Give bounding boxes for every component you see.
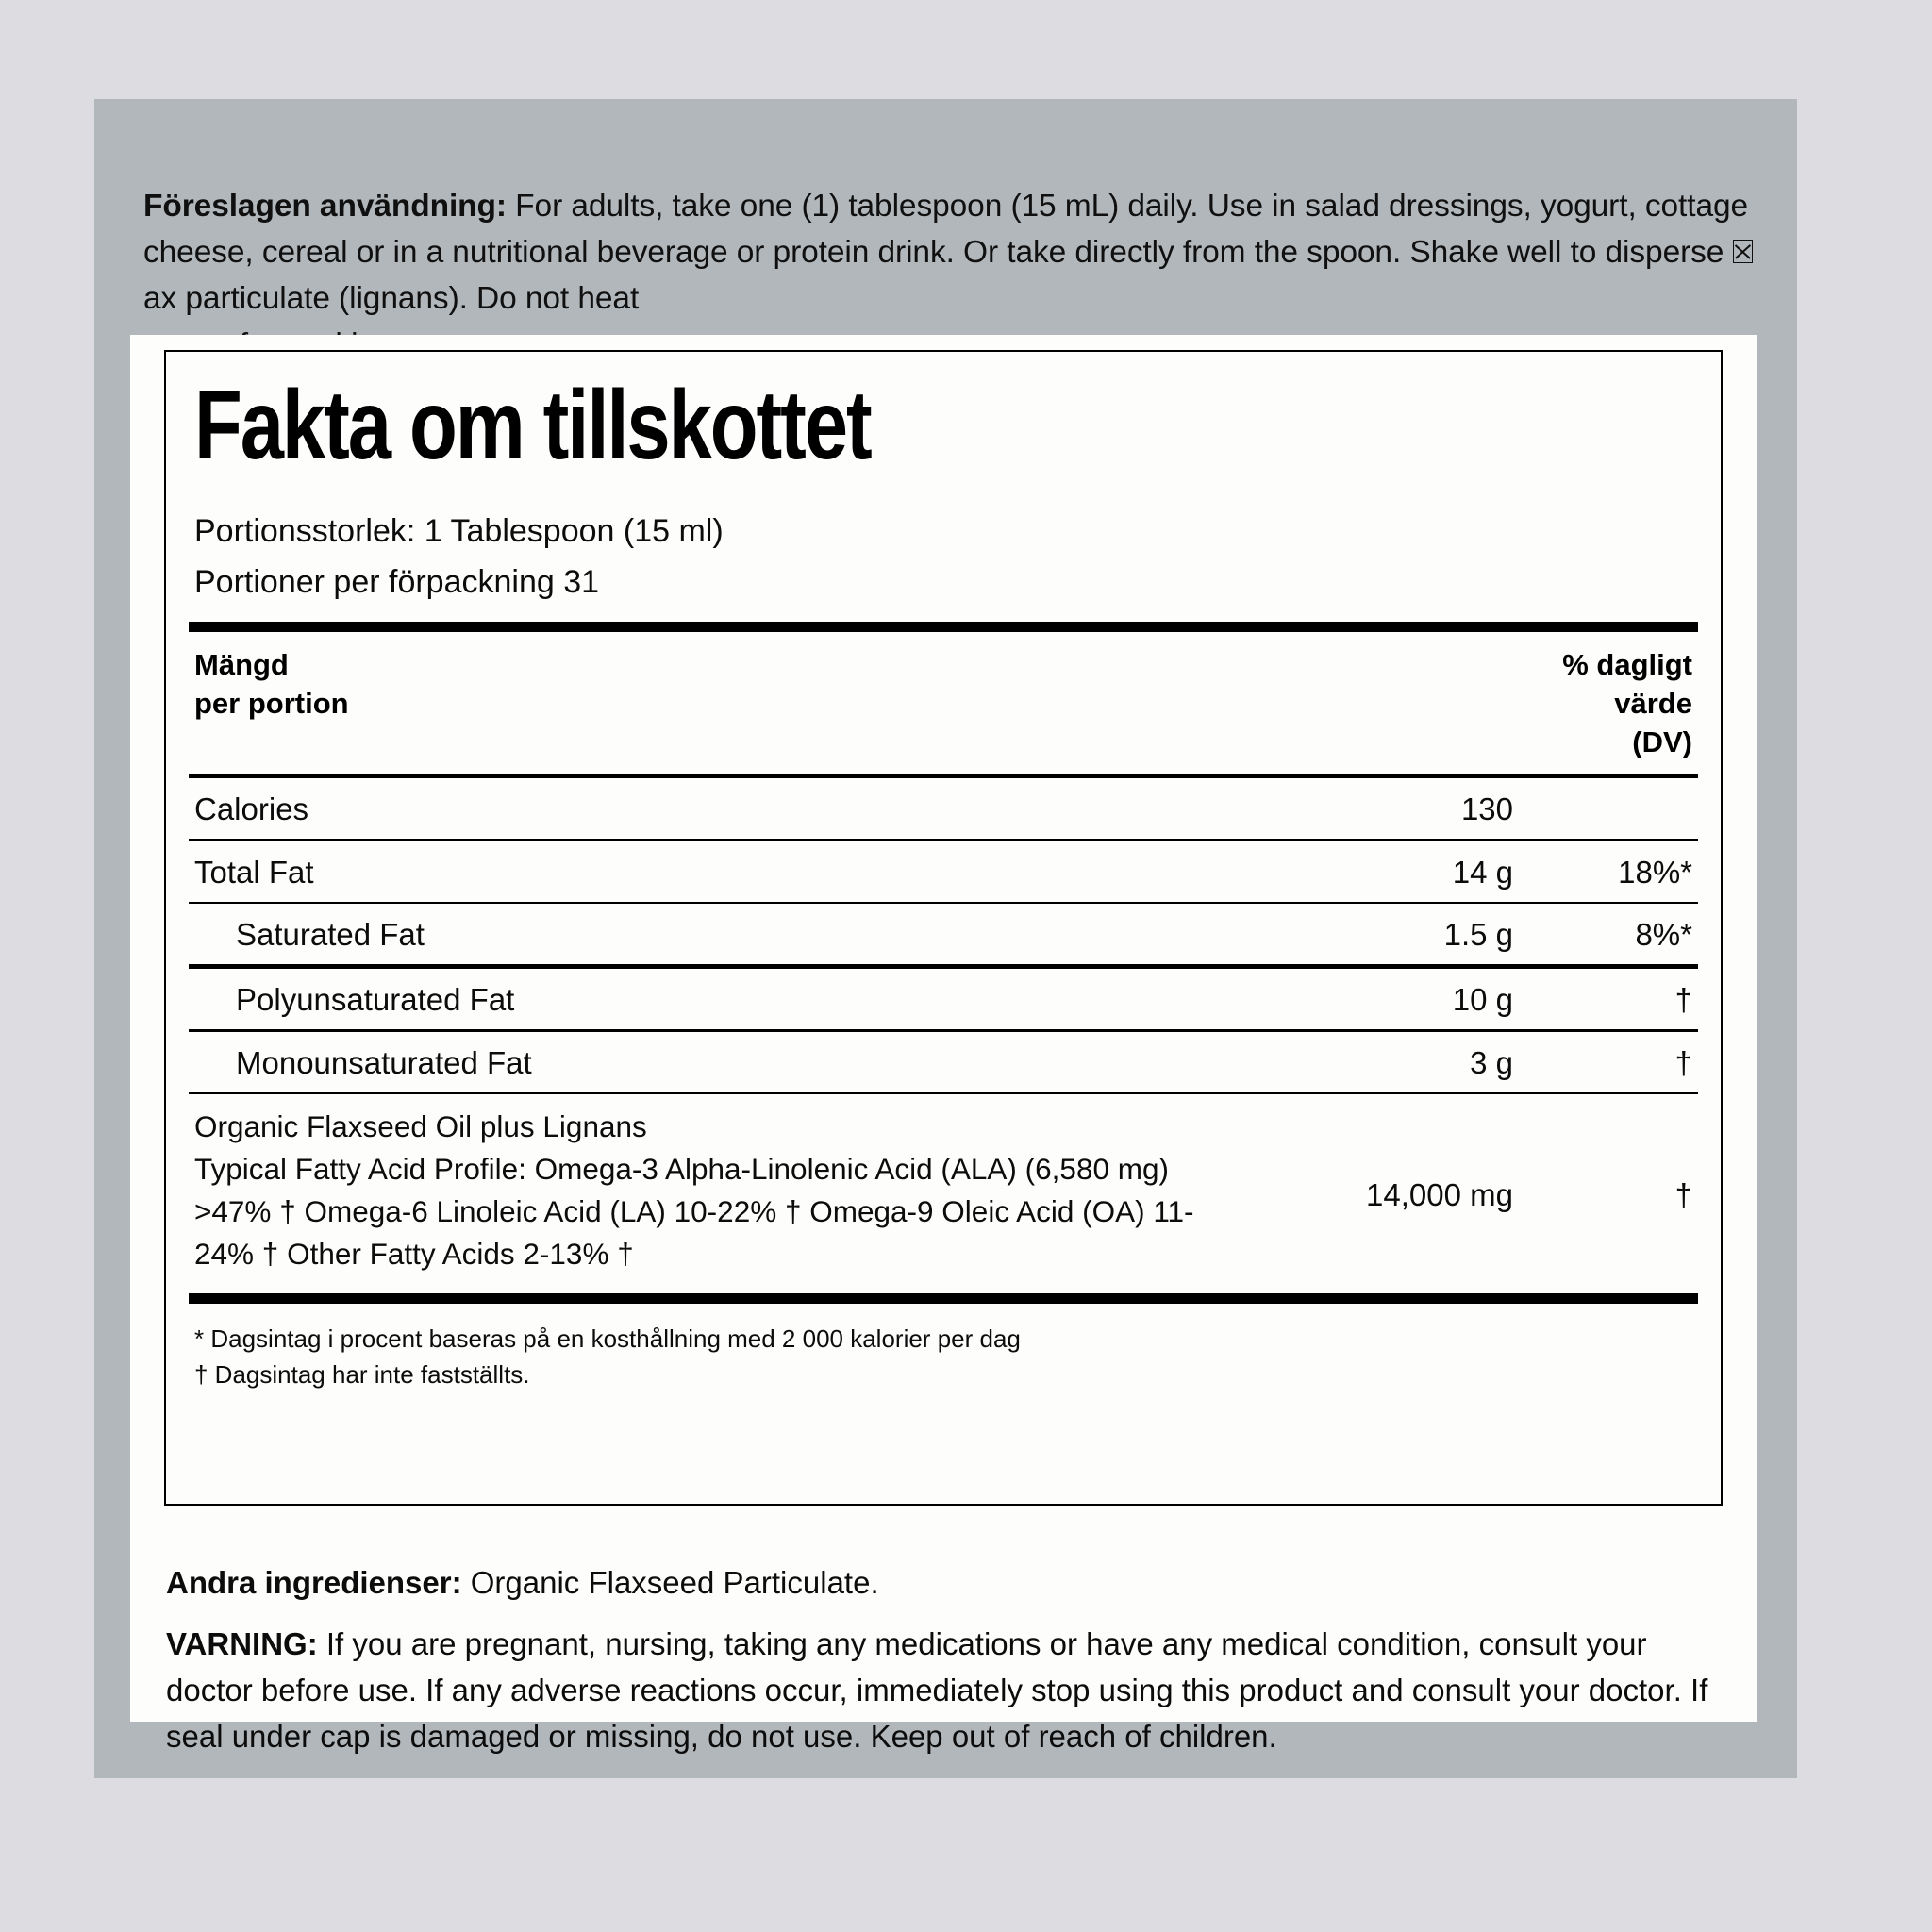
nutrient-amount: 1.5 g: [1443, 917, 1513, 952]
amount-per-serving-header: [194, 645, 349, 723]
nutrient-name: Monounsaturated Fat: [236, 1044, 532, 1080]
dv-header-line-2: värde: [1614, 687, 1692, 720]
blend-dv: †: [1674, 1177, 1692, 1212]
nutrient-amount: 14 g: [1452, 854, 1513, 890]
nutrition-white-panel: [130, 335, 1757, 1754]
other-ingredients-paragraph: [166, 1562, 1713, 1604]
amount-header-line-1: Mängd: [194, 648, 289, 681]
rule-thick-bottom: [189, 1293, 1698, 1304]
dv-header-line-3: (DV): [1632, 725, 1692, 758]
nutrient-amount: 10 g: [1452, 982, 1513, 1017]
table-row-total-fat: [194, 841, 1698, 902]
table-column-headers: [194, 632, 1698, 774]
blend-line-4: 24% † Other Fatty Acids 2-13% †: [194, 1237, 634, 1271]
daily-value-header: [1562, 645, 1692, 761]
rule-thick-top: [189, 622, 1698, 632]
table-row-polyunsaturated-fat: [194, 969, 1698, 1029]
warning-paragraph: [166, 1621, 1723, 1759]
serving-size: Portionsstorlek: 1 Tablespoon (15 ml): [194, 513, 724, 549]
other-ingredients-text: Organic Flaxseed Particulate.: [461, 1565, 879, 1600]
blend-description: [194, 1094, 1223, 1275]
nutrient-dv: 8%*: [1635, 917, 1692, 952]
suggested-use-label: Föreslagen användning:: [143, 188, 507, 224]
table-row-calories: [194, 778, 1698, 839]
amount-header-line-2: per portion: [194, 687, 349, 720]
blend-line-2: Typical Fatty Acid Profile: Omega-3 Alpha-Linolenic Acid (ALA) (6,580 mg): [194, 1152, 1169, 1186]
footnotes: [194, 1321, 1698, 1392]
supplement-facts-title: Fakta om tillskottet: [194, 371, 871, 480]
blend-line-3: >47% † Omega-6 Linoleic Acid (LA) 10-22% † Omega-9 Oleic Acid (OA) 11-: [194, 1194, 1194, 1228]
missing-glyph-icon: [1733, 240, 1753, 263]
table-row-monounsaturated-fat: [194, 1032, 1698, 1092]
dv-header-line-1: % dagligt: [1562, 648, 1692, 681]
nutrient-name: Polyunsaturated Fat: [236, 982, 515, 1017]
table-row-flaxseed-blend: [194, 1094, 1698, 1288]
nutrient-name: Calories: [194, 791, 309, 826]
nutrient-amount: 3 g: [1470, 1044, 1513, 1080]
table-row-saturated-fat: [194, 904, 1698, 964]
supplement-label-card: [94, 99, 1797, 1778]
nutrient-amount: 130: [1460, 791, 1513, 826]
suggested-use-text-part1: For adults, take one (1) tablespoon (15 mL) daily. Use in salad dressings, yogurt, cottage cheese, cereal or in a nutritional beverage or protein drink. Or take directly from the spoon. Shake well to disperse: [143, 188, 1749, 270]
footnote-asterisk: * Dagsintag i procent baseras på en kosthållning med 2 000 kalorier per dag: [194, 1324, 1021, 1353]
nutrient-dv: 18%*: [1618, 854, 1692, 890]
suggested-use-text-part2: ax particulate (lignans). Do not heat: [143, 280, 640, 316]
nutrient-dv: †: [1674, 1044, 1692, 1080]
nutrient-name: Total Fat: [194, 854, 314, 890]
nutrient-dv: †: [1674, 982, 1692, 1017]
other-ingredients-label: Andra ingredienser:: [166, 1565, 462, 1600]
nutrient-name: Saturated Fat: [236, 917, 425, 952]
footnote-dagger: † Dagsintag har inte fastställts.: [194, 1360, 530, 1389]
blend-amount: 14,000 mg: [1366, 1177, 1513, 1212]
servings-per-container: Portioner per förpackning 31: [194, 564, 600, 600]
warning-text: If you are pregnant, nursing, taking any medications or have any medical condition, consult your doctor before use. If any adverse reactions occur, immediately stop using this product and consult your doctor. If seal under cap is damaged or missing, do not use. Keep out of reach of children.: [166, 1626, 1708, 1754]
blend-line-1: Organic Flaxseed Oil plus Lignans: [194, 1109, 647, 1143]
supplement-facts-box: [164, 350, 1723, 1506]
warning-label: VARNING:: [166, 1626, 318, 1661]
